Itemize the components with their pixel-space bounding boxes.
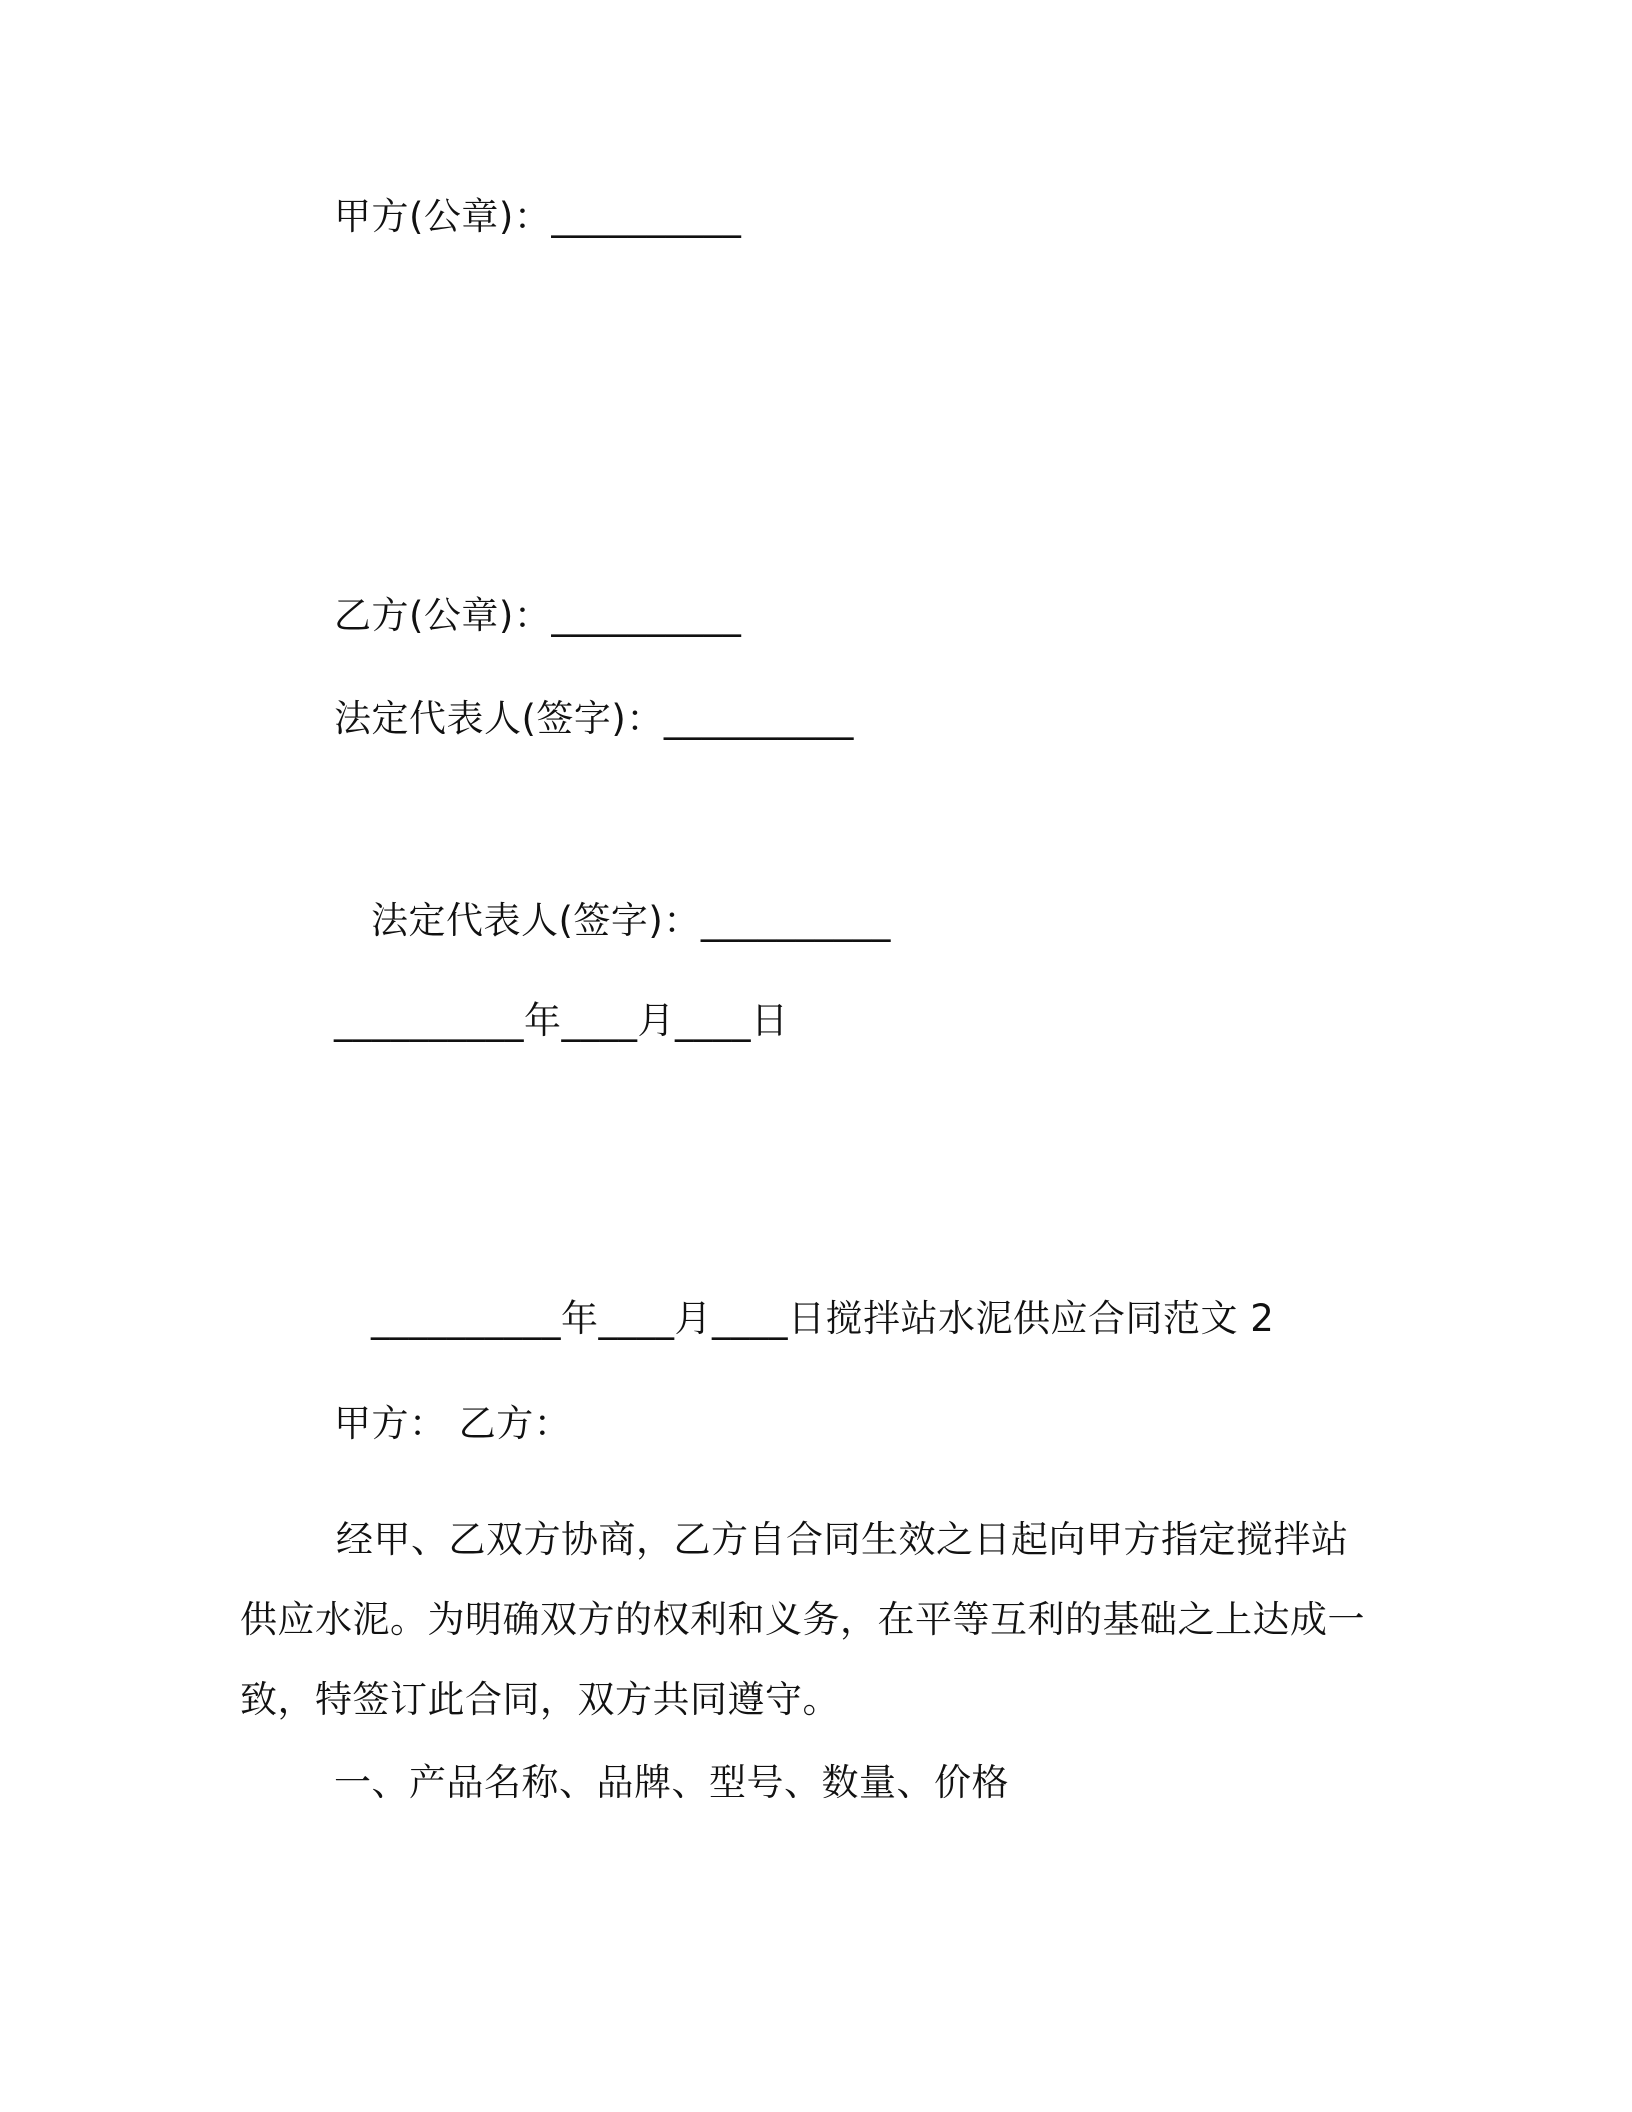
parties-line: 甲方： 乙方： (334, 1402, 572, 1445)
legal-representative-signature-line: 法定代表人(签字)：__________ (334, 697, 854, 740)
section-title: __________年____月____日搅拌站水泥供应合同范文 2 (371, 1297, 1275, 1340)
clause-heading: 一、产品名称、品牌、型号、数量、价格 (334, 1761, 1009, 1804)
date-line: __________年____月____日 (334, 999, 789, 1042)
legal-representative-signature-line: 法定代表人(签字)：__________ (371, 899, 891, 942)
intro-paragraph: 经甲、乙双方协商，乙方自合同生效之日起向甲方指定搅拌站供应水泥。为明确双方的权利和义务，在平等互利的基础之上达成一致，特签订此合同，双方共同遵守。 (240, 1518, 1365, 1721)
party-b-seal-line: 乙方(公章)：__________ (334, 594, 742, 637)
party-a-seal-line: 甲方(公章)：__________ (334, 195, 742, 238)
